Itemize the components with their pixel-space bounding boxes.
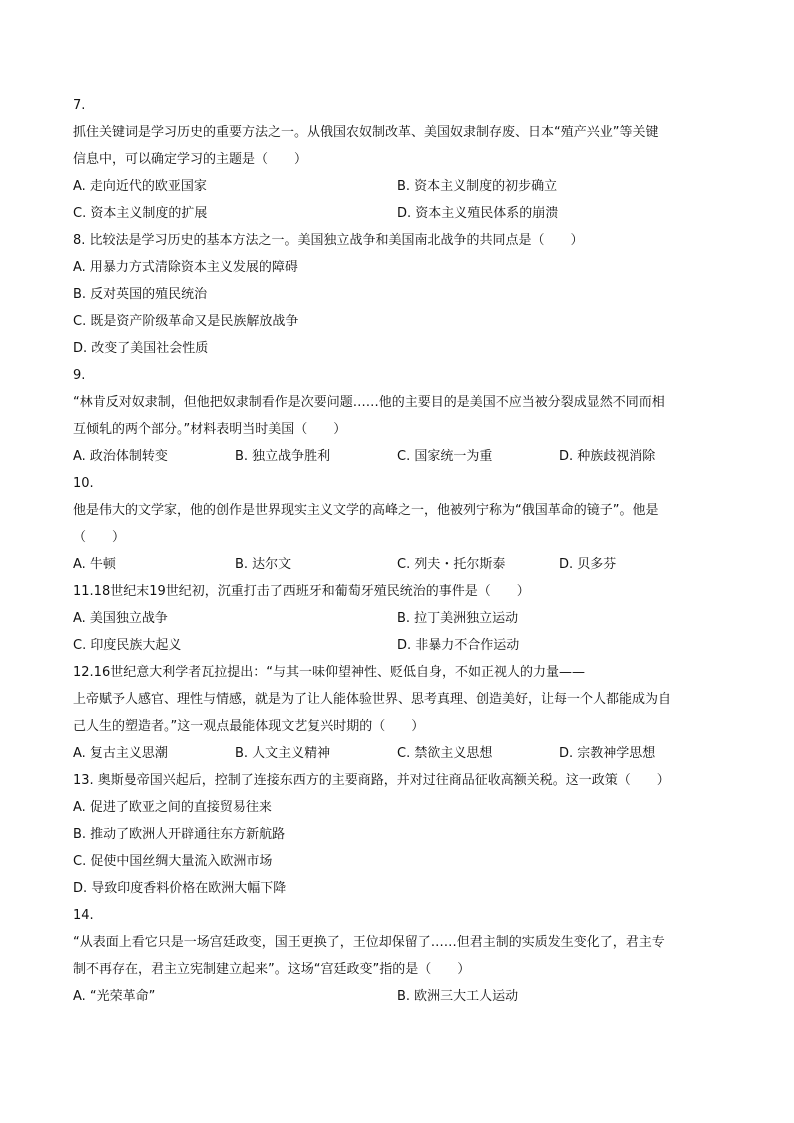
q9-stem-line2: 互倾轧的两个部分。”材料表明当时美国（ ） — [73, 422, 347, 437]
q14-number: 14. — [73, 908, 94, 923]
q11-options-row2 — [73, 632, 721, 659]
q7-stem-line1: 抓住关键词是学习历史的重要方法之一。从俄国农奴制改革、美国奴隶制存废、日本“殖产兴业”等关键 — [73, 125, 659, 140]
q13-option-d: D. 导致印度香料价格在欧洲大幅下降 — [73, 881, 287, 896]
q7-option-b: B. 资本主义制度的初步确立 — [397, 179, 558, 194]
q12-option-c: C. 禁欲主义思想 — [397, 746, 493, 761]
q7-option-d: D. 资本主义殖民体系的崩溃 — [397, 206, 559, 221]
q12-options-row — [73, 740, 721, 767]
q12-stem-line2: 上帝赋予人感官、理性与情感，就是为了让人能体验世界、思考真理、创造美好，让每一个人都能成为自 — [73, 692, 672, 707]
q7-stem-line2: 信息中，可以确定学习的主题是（ ） — [73, 152, 308, 167]
q12-option-a: A. 复古主义思潮 — [73, 746, 168, 761]
q11-options-row1 — [73, 605, 721, 632]
q13-stem-line1: 13. 奥斯曼帝国兴起后，控制了连接东西方的主要商路，并对过往商品征收高额关税。这一政策（ ） — [73, 773, 670, 788]
q9-option-b: B. 独立战争胜利 — [235, 449, 331, 464]
q14-option-b: B. 欧洲三大工人运动 — [397, 989, 519, 1004]
q8-stem-line1: 8. 比较法是学习历史的基本方法之一。美国独立战争和美国南北战争的共同点是（ ） — [73, 233, 584, 248]
q9-option-d: D. 种族歧视消除 — [559, 449, 656, 464]
q8-option-d: D. 改变了美国社会性质 — [73, 341, 209, 356]
q10-option-c: C. 列夫・托尔斯泰 — [397, 557, 506, 572]
q11-option-a: A. 美国独立战争 — [73, 611, 168, 626]
q10-number: 10. — [73, 476, 94, 491]
q7-option-c: C. 资本主义制度的扩展 — [73, 206, 208, 221]
q10-stem-line1: 他是伟大的文学家，他的创作是世界现实主义文学的高峰之一，他被列宁称为“俄国革命的镜子”。他是 — [73, 503, 659, 518]
q14-option-a: A. “光荣革命” — [73, 989, 156, 1004]
q11-option-d: D. 非暴力不合作运动 — [397, 638, 520, 653]
q14-options-row1 — [73, 983, 721, 1010]
q11-stem-line1: 11.18世纪末19世纪初，沉重打击了西班牙和葡萄牙殖民统治的事件是（ ） — [73, 584, 530, 599]
q14-stem-line1: “从表面上看它只是一场宫廷政变，国王更换了，王位却保留了……但君主制的实质发生变化了，君主专 — [73, 935, 665, 950]
q7-options-row1 — [73, 173, 721, 200]
q10-option-d: D. 贝多芬 — [559, 557, 617, 572]
q9-number: 9. — [73, 368, 86, 383]
q12-option-d: D. 宗教神学思想 — [559, 746, 656, 761]
q13-option-a: A. 促进了欧亚之间的直接贸易往来 — [73, 800, 272, 815]
q10-option-a: A. 牛顿 — [73, 557, 116, 572]
q9-option-c: C. 国家统一为重 — [397, 449, 493, 464]
q8-option-b: B. 反对英国的殖民统治 — [73, 287, 208, 302]
q14-stem-line2: 制不再存在，君主立宪制建立起来”。这场“宫廷政变”指的是（ ） — [73, 962, 471, 977]
q12-option-b: B. 人文主义精神 — [235, 746, 331, 761]
questions-block — [73, 92, 721, 1010]
q9-stem-line1: “林肯反对奴隶制，但他把奴隶制看作是次要问题……他的主要目的是美国不应当被分裂成显然不同而相 — [73, 395, 665, 410]
q10-stem-line2: （ ） — [73, 530, 126, 545]
q12-stem-line1: 12.16世纪意大利学者瓦拉提出：“与其一味仰望神性、贬低自身，不如正视人的力量—— — [73, 665, 585, 680]
q8-option-a: A. 用暴力方式清除资本主义发展的障碍 — [73, 260, 298, 275]
q12-stem-line3: 己人生的塑造者。”这一观点最能体现文艺复兴时期的（ ） — [73, 719, 425, 734]
q7-options-row2 — [73, 200, 721, 227]
q11-option-c: C. 印度民族大起义 — [73, 638, 182, 653]
q9-options-row — [73, 443, 721, 470]
q10-option-b: B. 达尔文 — [235, 557, 292, 572]
q7-option-a: A. 走向近代的欧亚国家 — [73, 179, 207, 194]
q13-option-b: B. 推动了欧洲人开辟通往东方新航路 — [73, 827, 286, 842]
q10-options-row — [73, 551, 721, 578]
q13-option-c: C. 促使中国丝绸大量流入欧洲市场 — [73, 854, 273, 869]
q7-number: 7. — [73, 98, 86, 113]
q8-option-c: C. 既是资产阶级革命又是民族解放战争 — [73, 314, 299, 329]
q9-option-a: A. 政治体制转变 — [73, 449, 168, 464]
q11-option-b: B. 拉丁美洲独立运动 — [397, 611, 519, 626]
